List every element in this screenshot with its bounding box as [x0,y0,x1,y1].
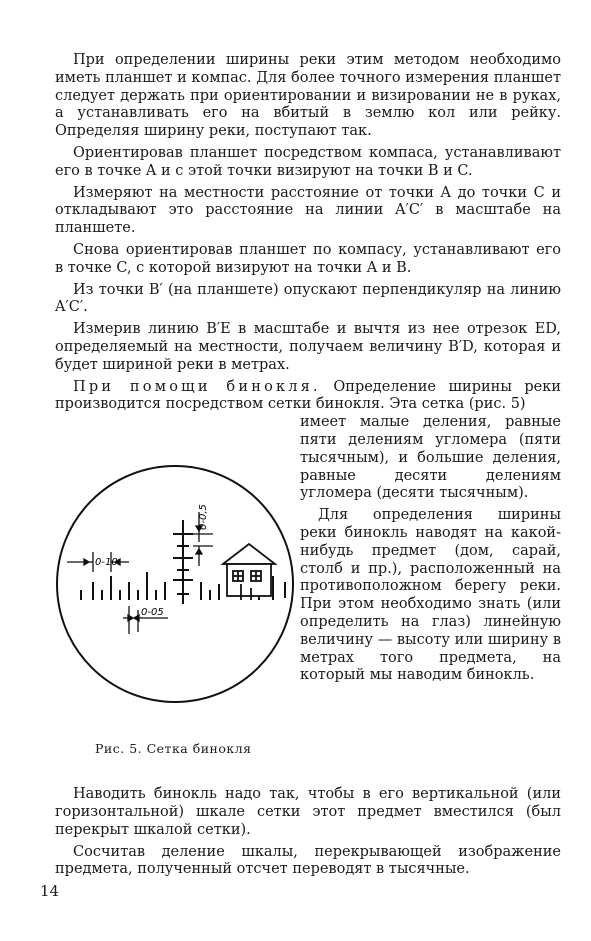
vertical-scale [173,520,193,604]
paragraph-8: Наводить бинокль надо так, чтобы в его вертикальной (или горизонтальной) шкале сетки этот предмет вместился (был перекрыт шкалой сетки). [55,786,561,838]
paragraph-6: Измерив линию B′E в масштабе и вычтя из нее отрезок ED, определяемый на местности, получаем величину B′D, которая и будет шириной реки в метрах. [55,321,561,373]
page-number: 14 [40,882,60,900]
side-paragraph-1: имеет малые деления, равные пяти делениям угломера (пяти тысячным), и большие деления, равные десяти делениям угломера (десяти тысячным). [300,414,561,502]
side-paragraph-2: Для определения ширины реки бинокль наводят на какой-нибудь предмет (дом, сарай, столб и пр.), расположенный на противоположном берегу реки. При этом необходимо знать (или определить на глаз) линейную величину — высоту или ширину в метрах того предмета, на который мы наводим бинокль. [300,507,561,684]
paragraph-4: Снова ориентировав планшет по компасу, устанавливают его в точке C, с которой визируют на точки A и B. [55,241,561,276]
paragraph-5: Из точки B′ (на планшете) опускают перпендикуляр на линию A′C′. [55,281,561,316]
figure-block [55,414,561,774]
figure-caption: Рис. 5. Сетка бинокля [95,741,252,757]
label-0-0-5: 0-0,5 [198,504,209,531]
house-drawing [223,544,275,600]
paragraph-3: Измеряют на местности расстояние от точки A до точки C и откладывают это расстояние на линии A′C′ в масштабе на планшете. [55,184,561,237]
side-column [300,414,561,685]
section-heading-binoculars: При помощи бинокля. [73,378,321,395]
paragraph-9: Сосчитав деление шкалы, перекрывающей изображение предмета, полученный отсчет переводят в тысячные. [55,843,561,878]
binocular-reticle-figure [53,434,298,739]
page-body [55,52,561,879]
paragraph-7 [55,379,561,415]
paragraph-7-text: Определение ширины реки производится посредством сетки бинокля. Эта сетка (рис. 5) [55,378,561,413]
label-0-10: 0-10 [95,557,118,569]
paragraph-1: При определении ширины реки этим методом необходимо иметь планшет и компас. Для более точного измерения планшет следует держать при ориентировании и визировании не в руках, а устанавливать его на вбитый в землю кол или рейку. Определяя ширину реки, поступают так. [55,52,561,140]
paragraph-2: Ориентировав планшет посредством компаса, устанавливают его в точке A и с этой точки визируют на точки B и C. [55,144,561,179]
label-0-05: 0-05 [141,607,164,619]
